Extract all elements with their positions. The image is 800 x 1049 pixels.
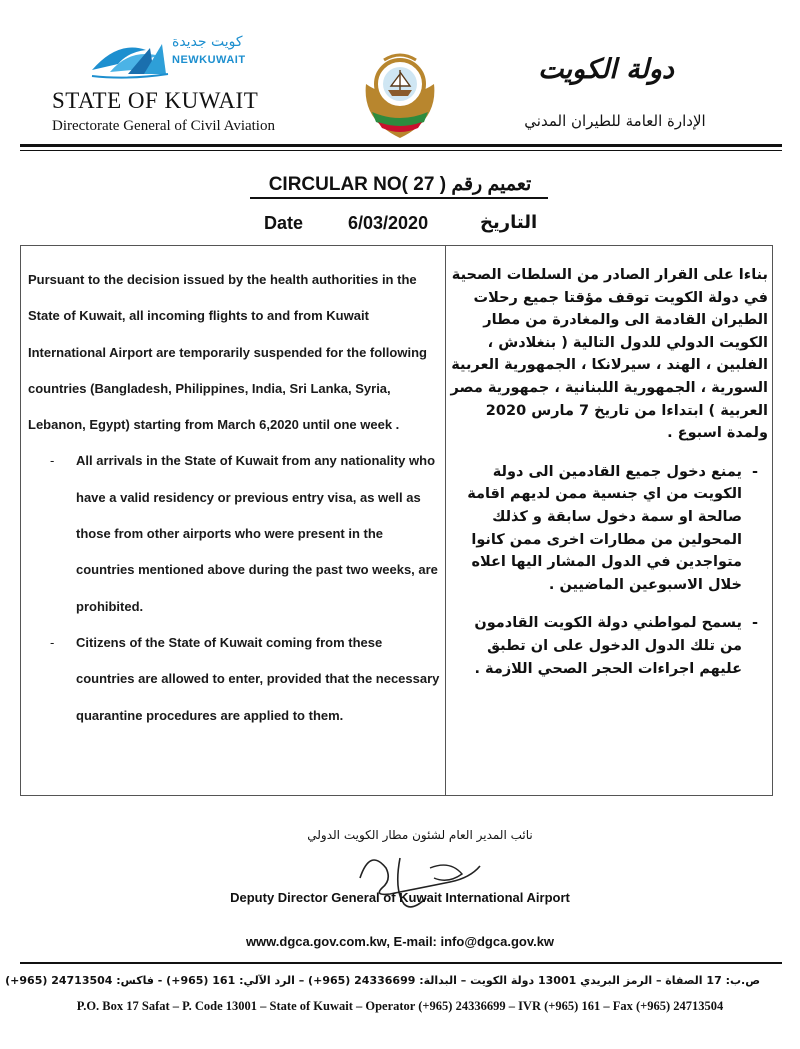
bullet-dash: - [50, 634, 55, 650]
logo-english-text: NEWKUWAIT [172, 54, 246, 66]
state-name-arabic: دولة الكويت [538, 54, 674, 85]
english-bullet-arrivals [28, 443, 440, 624]
english-column [28, 262, 440, 734]
arabic-bullet-arrivals [448, 461, 768, 597]
bullet-dash: - [751, 615, 759, 632]
bullet-dash: - [50, 453, 55, 469]
header-rule-thin [20, 150, 782, 151]
arabic-intro-paragraph: بناءا على القرار الصادر من السلطات الصحية في دولة الكويت توقف مؤقتا جميع رحلات الطيران القادمة الى والمغادرة من مطار الكويت الدولي للدول التالية ( بنغلادش ، الفلبين ، الهند ، سيرلانكا ، الجمهورية العربية السورية ، الجمهورية اللبنانية ، جمهورية مصر العربية ) ابتداءا من تاريخ 7 مارس 2020 ولمدة اسبوع . [450, 267, 768, 442]
logo-arabic-text: كويت جديدة [172, 34, 243, 50]
signatory-title-arabic: نائب المدير العام لشئون مطار الكويت الدولي [307, 828, 533, 842]
header-rule-thick [20, 144, 782, 147]
bullet-dash: - [751, 463, 759, 480]
handwritten-signature [330, 838, 510, 918]
state-name-english: STATE OF KUWAIT [52, 88, 259, 113]
english-bullet-citizens [28, 625, 440, 734]
date-label-arabic: التاريخ [480, 212, 538, 233]
english-bullet-arrivals-text: All arrivals in the State of Kuwait from any nationality who have a valid residency or previous entry visa, as well as those from other airports who were present in the countries mentioned above during the past two weeks, are prohibited. [76, 453, 438, 614]
date-value: 6/03/2020 [348, 213, 429, 233]
kuwait-emblem [358, 50, 442, 142]
circular-title-underline [250, 197, 548, 199]
english-intro-paragraph: Pursuant to the decision issued by the health authorities in the State of Kuwait, all incoming flights to and from Kuwait International Airport are temporarily suspended for the following countries (Bangladesh, Philippines, India, Sri Lanka, Syria, Lebanon, Egypt) starting from March 6,2020 until one week . [28, 272, 427, 433]
arabic-bullet-citizens-text: يسمح لمواطني دولة الكويت القادمون من تلك الدول الدخول على ان تطبق عليهم اجراءات الحجر الصحي اللازمة . [474, 615, 742, 677]
english-bullet-citizens-text: Citizens of the State of Kuwait coming from these countries are allowed to enter, provided that the necessary quarantine procedures are applied to them. [76, 634, 440, 723]
arabic-column [448, 264, 768, 696]
footer-address-arabic: ص.ب: 17 الصفاة – الرمز البريدي 13001 دولة الكويت – البدالة: 24336699 (965+) – الرد الآلي: 161 (965+) - فاكس: 24713504 (965+) [5, 974, 760, 987]
date-label: Date [264, 213, 304, 233]
arabic-bullet-arrivals-text: يمنع دخول جميع القادمين الى دولة الكويت من اي جنسية ممن لديهم اقامة صالحة او سمة دخول سابقة و كذلك المحولين من مطارات اخرى ممن كانوا متواجدين في الدول المشار اليها اعلاه خلال الاسبوعين الماضيين . [467, 463, 742, 593]
signatory-title-english: Deputy Director General of Kuwait International Airport [230, 890, 570, 905]
directorate-name-english: Directorate General of Civil Aviation [52, 118, 275, 134]
arabic-bullet-citizens [448, 612, 768, 680]
contact-website-email: www.dgca.gov.com.kw, E-mail: info@dgca.gov.kw [245, 934, 555, 949]
circular-title: CIRCULAR NO( 27 ) تعميم رقم [268, 174, 532, 195]
footer-rule [20, 962, 782, 964]
footer-address-english: P.O. Box 17 Safat – P. Code 13001 – State of Kuwait – Operator (+965) 24336699 – IVR (+965) 161 – Fax (+965) 24713504 [76, 999, 724, 1013]
directorate-name-arabic: الإدارة العامة للطيران المدني [524, 112, 706, 130]
table-column-divider [445, 245, 446, 796]
